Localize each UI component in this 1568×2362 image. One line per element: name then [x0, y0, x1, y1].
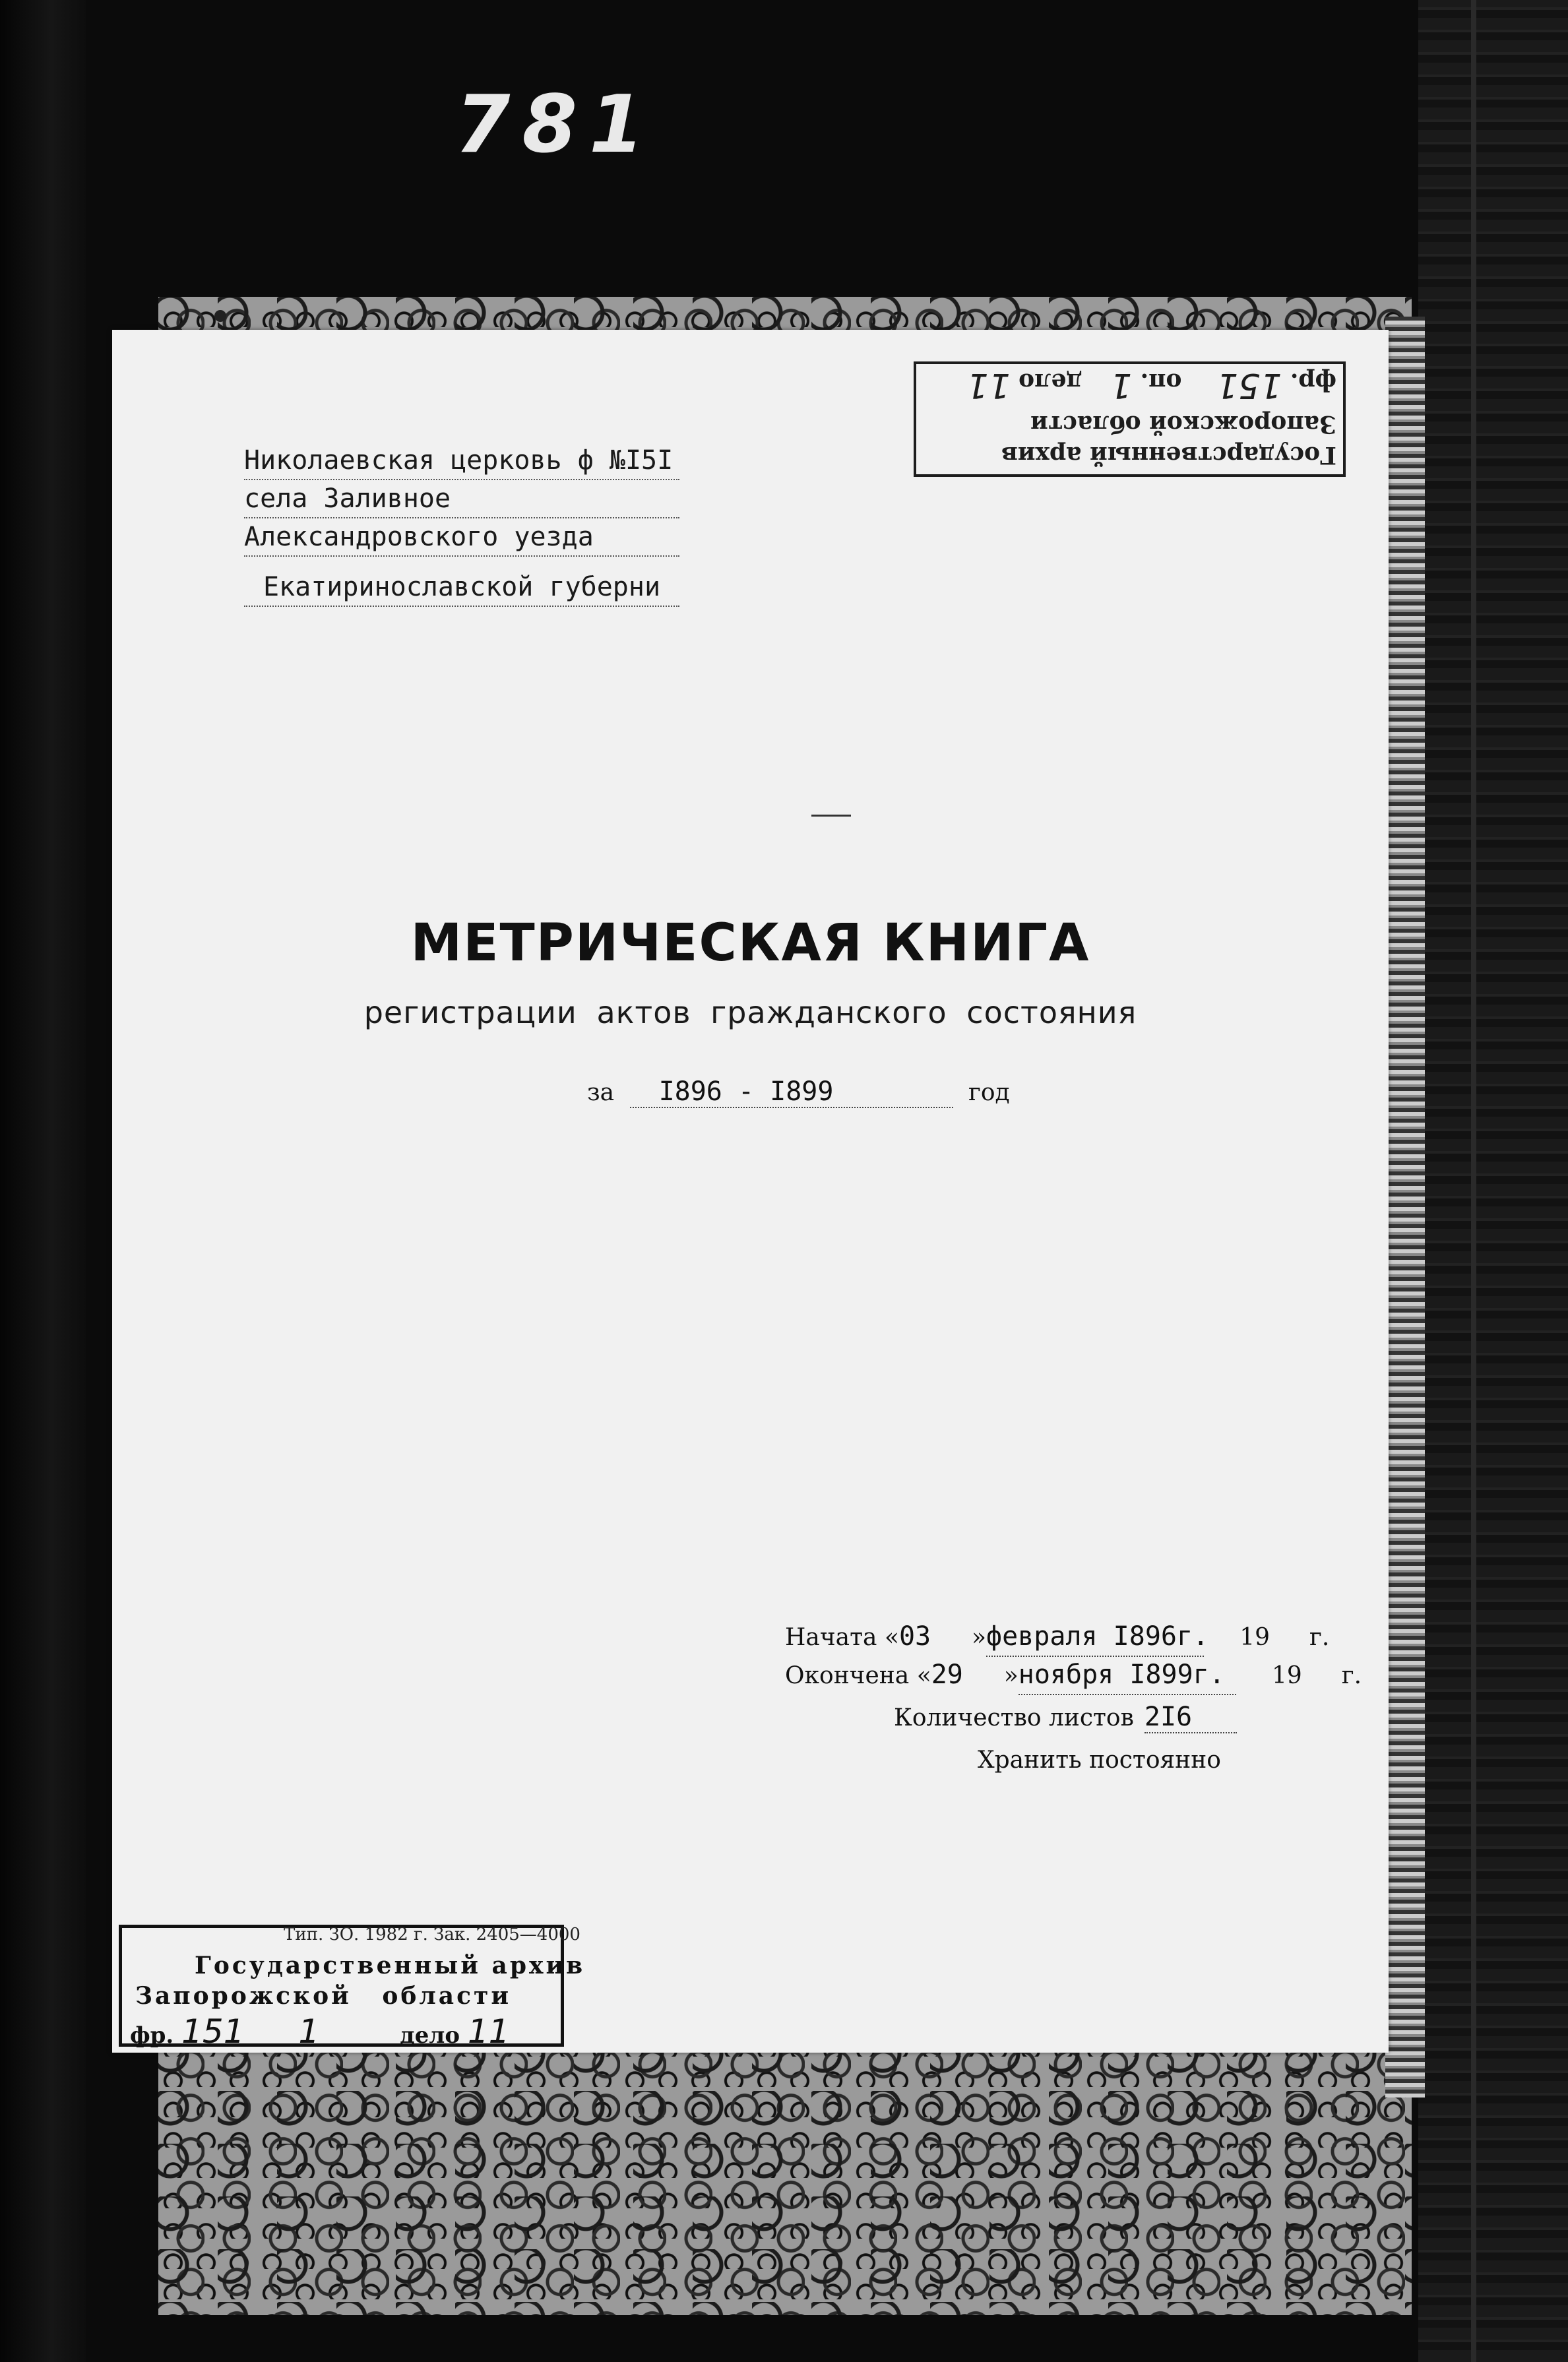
- end-day: 29: [931, 1660, 963, 1690]
- start-month: февраля I896г.: [986, 1617, 1204, 1657]
- document-subtitle: регистрации актов гражданского состояния: [363, 995, 1137, 1030]
- retention-note: Хранить постоянно: [978, 1747, 1221, 1774]
- start-label: Начата «: [785, 1624, 899, 1651]
- start-year-prefix: 19: [1239, 1624, 1270, 1651]
- end-label: Окончена «: [785, 1662, 931, 1689]
- scan-background-right: [1418, 0, 1568, 2362]
- stamp-bottom-inventory-value: 1: [298, 2012, 320, 2051]
- year-prefix: за: [587, 1079, 615, 1106]
- archive-stamp-top: [914, 361, 1346, 477]
- stamp-bottom-oblast: области: [382, 1982, 512, 2010]
- stamp-bottom-case-value: 11: [467, 2012, 510, 2051]
- punch-hole: [214, 310, 226, 322]
- stamp-top-case-value: 11: [966, 365, 1011, 405]
- stamp-bottom-region: Запорожской: [135, 1982, 352, 2010]
- start-year-suffix: г.: [1309, 1624, 1330, 1651]
- start-month-prefix: »: [971, 1624, 986, 1651]
- stamp-top-inventory-label: оп.: [1140, 368, 1182, 396]
- stamp-top-fund-value: 151: [1216, 365, 1282, 405]
- year-range-row: [587, 1076, 1010, 1108]
- handwritten-archive-number: 781: [455, 79, 656, 171]
- stamp-top-line1: Государственный архив: [1001, 441, 1336, 469]
- stamp-top-line3: [966, 365, 1336, 405]
- end-month: ноября I899г.: [1019, 1656, 1236, 1695]
- end-year-prefix: 19: [1271, 1662, 1302, 1689]
- stamp-bottom-line1: Государственный архив: [195, 1952, 586, 1979]
- year-suffix: год: [968, 1079, 1010, 1106]
- parish-header: [244, 442, 679, 607]
- end-date-row: [785, 1656, 1362, 1694]
- end-year-suffix: г.: [1341, 1662, 1362, 1689]
- year-range-value: I896 - I899: [630, 1076, 953, 1108]
- start-date-row: [785, 1617, 1362, 1656]
- parish-line-district: Александровского уезда: [244, 518, 679, 557]
- pencil-dash-mark: [811, 815, 851, 817]
- stamp-bottom-line2: [135, 1982, 511, 2010]
- folder-page-edges: [1385, 317, 1425, 2098]
- stamp-bottom-fund-value: 151: [181, 2012, 245, 2051]
- sheet-count-label: Количество листов: [894, 1704, 1134, 1731]
- sheet-count-value: 2I6: [1145, 1702, 1237, 1733]
- stamp-bottom-fund-label: фр.: [130, 2022, 174, 2049]
- start-day: 03: [898, 1621, 931, 1652]
- sheet-count-row: [894, 1702, 1237, 1733]
- parish-line-province: Екатиринославской губерни: [244, 569, 679, 607]
- scan-background-edge: [1471, 0, 1476, 2362]
- document-title: МЕТРИЧЕСКАЯ КНИГА: [410, 914, 1090, 973]
- parish-line-church: Николаевская церковь ф №I5I: [244, 442, 679, 480]
- date-block: [785, 1617, 1362, 1694]
- stamp-top-line2: Запорожской области: [1030, 410, 1336, 438]
- stamp-top-case-label: дело: [1019, 368, 1082, 396]
- stamp-top-inventory-value: 1: [1110, 365, 1133, 405]
- stamp-bottom-line3: [130, 2012, 509, 2051]
- parish-line-village: села Заливное: [244, 480, 679, 518]
- printing-info: Тип. ЗО. 1982 г. Зак. 2405—4000: [284, 1925, 580, 1944]
- stamp-bottom-case-label: дело: [400, 2022, 460, 2049]
- scan-background-left: [0, 0, 86, 2362]
- stamp-top-fund-label: фр.: [1290, 368, 1336, 396]
- end-month-prefix: »: [1003, 1662, 1019, 1689]
